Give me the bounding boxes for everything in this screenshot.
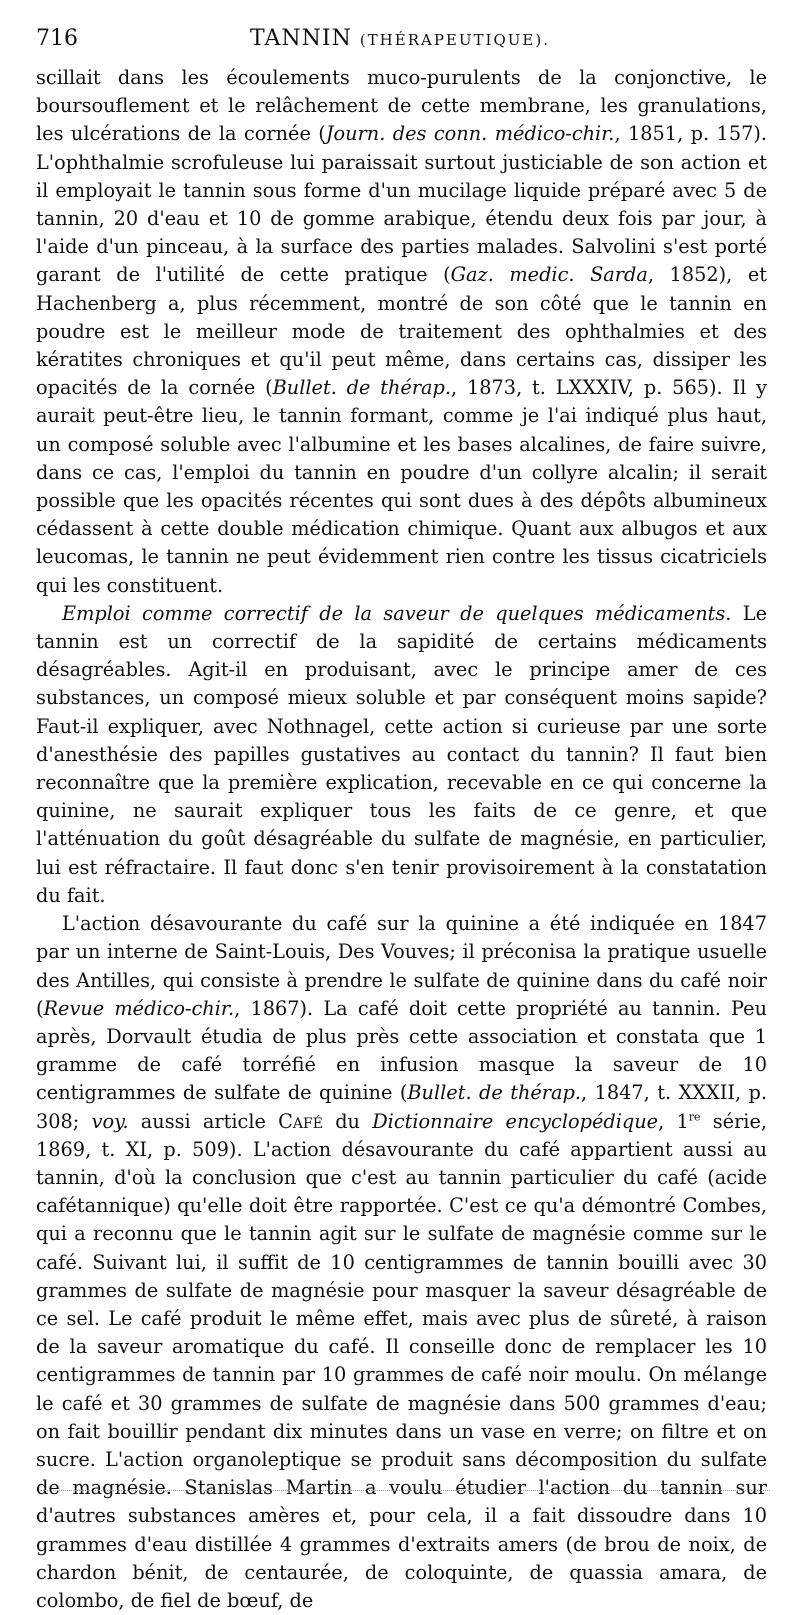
text-run: scillait dans les écoulements muco-purulents de la conjonctive, le boursouflement et le relâchement de cette membrane, les granulations, les ulcérations de la cornée ( bbox=[36, 66, 767, 146]
text-run: Le tannin est un correctif de la sapidité de certains médicaments désagréables. Agit-il en produisant, avec le principe amer de ces substances, un composé mieux soluble et par conséquent moins sapide? Faut-il expliquer, avec Nothnagel, cette action si curieuse par une sorte d'anesthésie des papilles gustatives au contact du tannin? Il faut bien reconnaître que la première explication, recevable en ce qui concerne la quinine, ne saurait expliquer tous les faits de ce genre, et que l'atténuation du goût désagréable du sulfate de magnésie, en particulier, lui est réfractaire. Il faut donc s'en tenir provisoirement à la constatation du fait. bbox=[36, 601, 767, 907]
citation: Journ. des conn. médico-chir. bbox=[325, 122, 615, 146]
running-title-subtitle: (THÉRAPEUTIQUE). bbox=[359, 31, 550, 49]
citation: Gaz. medic. Sarda bbox=[450, 263, 648, 287]
running-title-main: TANNIN bbox=[250, 26, 352, 51]
citation: Bullet. de thérap. bbox=[407, 1081, 581, 1105]
running-title bbox=[36, 26, 764, 51]
page-number: 716 bbox=[36, 26, 78, 51]
text-run: L'action désavourante du café sur la quinine a été indiquée en 1847 par un interne de Saint-Louis, Des Vouves; il préconisa la pratique usuelle des Antilles, qui consiste à prendre le sulfate de quinine dans du café noir ( bbox=[36, 912, 767, 1020]
citation: Revue médico-chir. bbox=[43, 996, 235, 1020]
citation: Dictionnaire encyclopédique bbox=[372, 1109, 659, 1133]
footer-rule bbox=[40, 1490, 770, 1491]
paragraph-cafe bbox=[36, 910, 767, 1615]
section-heading: Emploi comme correctif de la saveur de quelques médicaments. bbox=[62, 601, 732, 625]
superscript: re bbox=[688, 1110, 701, 1124]
text-run: aussi article bbox=[128, 1109, 279, 1133]
paragraph-ophthalmie bbox=[36, 64, 767, 600]
text-run: du bbox=[322, 1109, 373, 1133]
page-header bbox=[36, 26, 764, 60]
text-run: série, 1869, t. XI, p. 509). L'action désavourante du café appartient aussi au tannin, d'où la conclusion que c'est au tannin particulier du café (acide cafétannique) qu'elle doit être rapportée. C'est ce qu'a démontré Combes, qui a reconnu que le tannin agit sur le sulfate de magnésie comme sur le café. Suivant lui, il suffit de 10 centigrammes de tannin bouilli avec 30 grammes de sulfate de magnésie pour masquer la saveur désagréable de ce sel. Le café produit le même effet, mais avec plus de sûreté, à raison de la saveur aromatique du café. Il conseille donc de remplacer les 10 centigrammes de tannin par 10 grammes de café noir moulu. On mélange le café et 30 grammes de sulfate de magnésie dans 500 grammes d'eau; on fait bouillir pendant dix minutes dans un vase en verre; on filtre et on sucre. L'action organoleptique se produit sans décomposition du sulfate de magnésie. Stanislas Martin a voulu étudier l'action du tannin sur d'autres substances amères et, pour cela, il a fait dissoudre dans 10 grammes d'eau distillée 4 grammes d'extraits amers (de brou de noix, de chardon bénit, de centaurée, de coloquinte, de quassia amara, de colombo, de fiel de bœuf, de bbox=[36, 1109, 767, 1612]
page-body bbox=[36, 64, 767, 1615]
text-run: , 1851, p. 157). L'ophthalmie scrofuleuse lui paraissait surtout justiciable de son action et il employait le tannin sous forme d'un mucilage liquide préparé avec 5 de tannin, 20 d'eau et 10 de gomme arabique, étendu deux fois par jour, à l'aide d'un pinceau, à la surface des parties malades. Salvolini s'est porté garant de l'utilité de cette pratique ( bbox=[36, 122, 768, 287]
text-run: , 1847, t. XXXII, p. 308; bbox=[36, 1081, 767, 1133]
text-run: , 1873, t. LXXXIV, p. 565). Il y aurait peut-être lieu, le tannin formant, comme je l'ai indiqué plus haut, un composé soluble avec l'albumine et les bases alcalines, de faire suivre, dans ce cas, l'emploi du tannin en poudre d'un collyre alcalin; il serait possible que les opacités récentes qui sont dues à des dépôts albumineux cédassent à cette double médication chimique. Quant aux albugos et aux leucomas, le tannin ne peut évidemment rien contre les tissus cicatriciels qui les constituent. bbox=[36, 376, 767, 597]
citation: Bullet. de thérap. bbox=[272, 376, 452, 400]
text-run: , 1852), et Hachenberg a, plus récemment, montré de son côté que le tannin en poudre est le meilleur mode de traitement des ophthalmies et des kératites chroniques et qu'il peut même, dans certains cas, dissiper les opacités de la cornée ( bbox=[36, 263, 767, 400]
text-run: , 1867). La café doit cette propriété au tannin. Peu après, Dorvault étudia de plus près cette association et constata que 1 gramme de café torréfié en infusion masque la saveur de 10 centigrammes de sulfate de quinine ( bbox=[36, 996, 767, 1105]
text-run: , 1 bbox=[658, 1109, 689, 1133]
paragraph-correctif bbox=[36, 600, 767, 910]
citation: voy. bbox=[91, 1109, 129, 1133]
article-name: Café bbox=[278, 1109, 323, 1133]
